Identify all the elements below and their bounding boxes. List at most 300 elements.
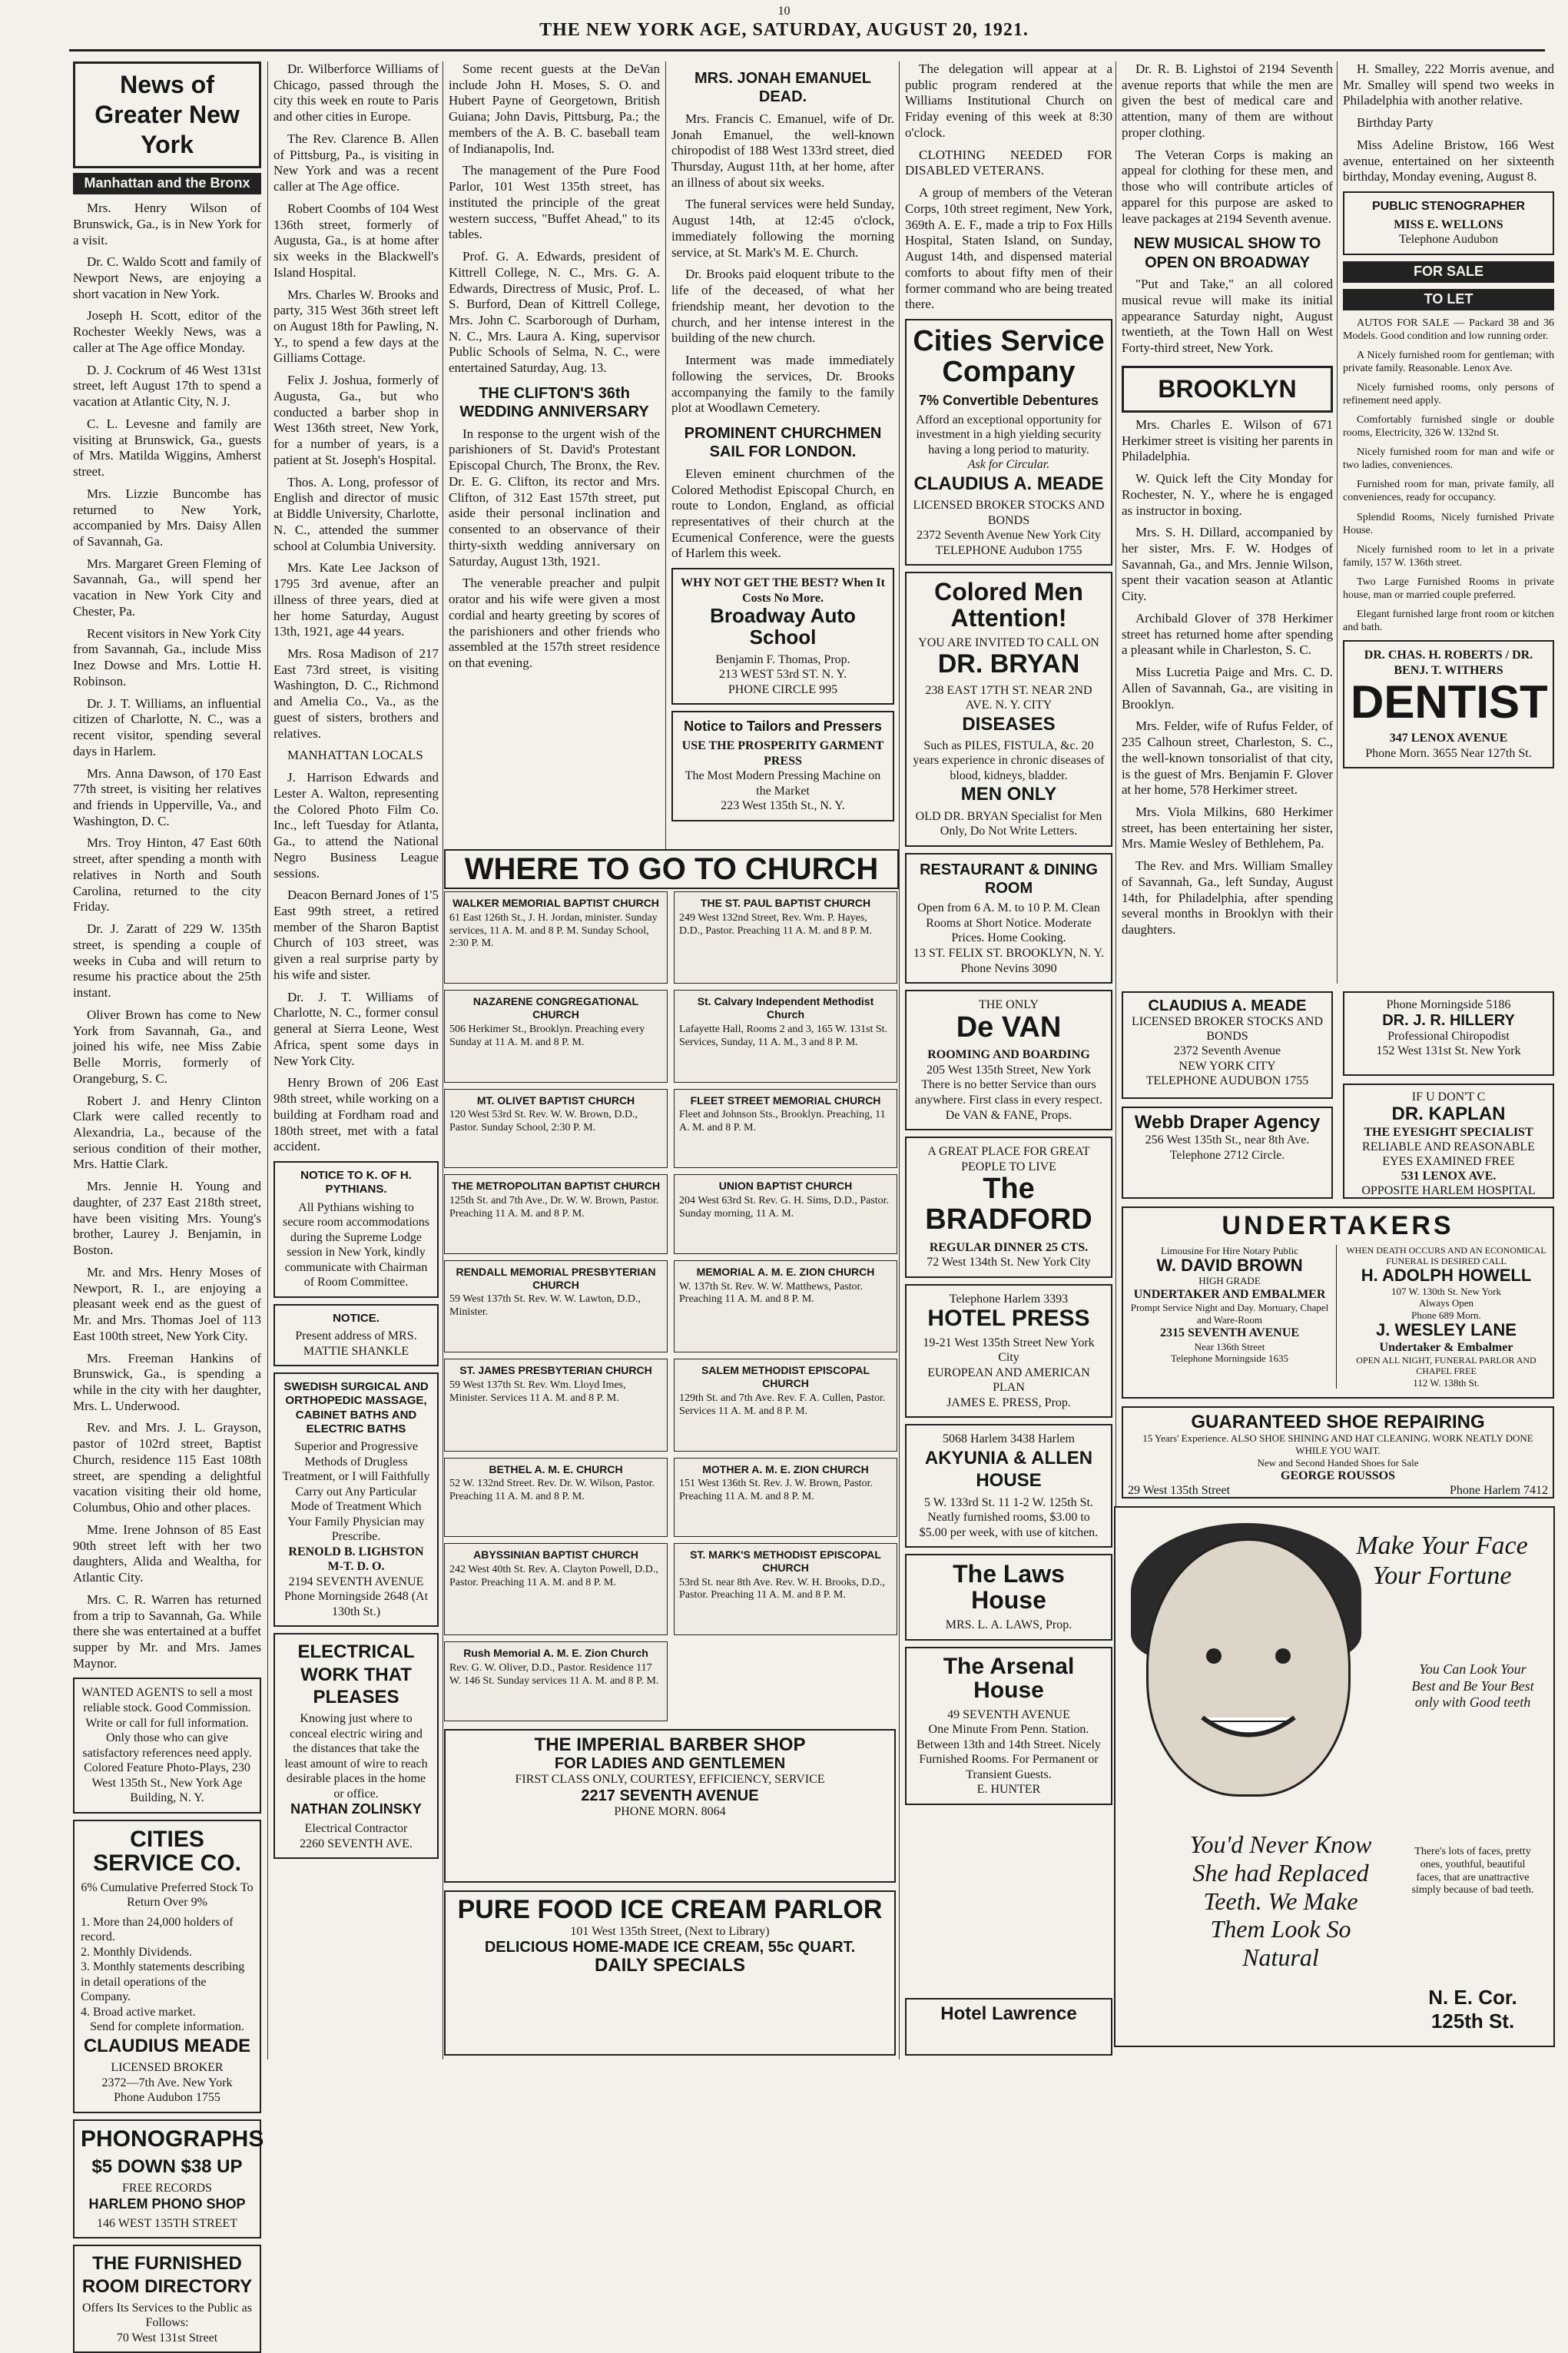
ad-phone: Phone Morningside 2648 (At 130th St.) bbox=[283, 1590, 429, 1618]
shoe-repairing-ad bbox=[1122, 1406, 1554, 1498]
ad-pre: THE ONLY bbox=[979, 998, 1039, 1012]
undertakers-row bbox=[1128, 1245, 1548, 1389]
article-paragraph: Deacon Bernard Jones of 1'5 East 99th street, a retired member of the Sharon Baptist Church of 103 street, was given a real surprise party by his wife and sister. bbox=[273, 888, 439, 982]
church-name: THE ST. PAUL BAPTIST CHURCH bbox=[700, 897, 871, 909]
church-name: ST. MARK'S METHODIST EPISCOPAL CHURCH bbox=[690, 1548, 881, 1574]
ad-title: ELECTRICAL WORK THAT PLEASES bbox=[297, 1641, 415, 1708]
dentist-ad bbox=[1343, 640, 1554, 768]
church-details: 242 West 40th St. Rev. A. Clayton Powell, D.D., Pastor. Preaching 11 A. M. and 8 P. M. bbox=[449, 1563, 658, 1588]
ad-subtitle: 7% Convertible Debentures bbox=[918, 392, 1099, 408]
ad-title: PHONOGRAPHS bbox=[81, 2126, 264, 2152]
ad-name: W. DAVID BROWN bbox=[1156, 1256, 1303, 1276]
article-paragraph: Mrs. Charles W. Brooks and party, 315 West 36th street left on August 18th for Pawling, N. Y., to spend a few days at the Gilliams Cottage. bbox=[273, 287, 439, 366]
ad-phone: PHONE MORN. 8064 bbox=[614, 1804, 726, 1818]
ad-subtitle: Electrical Contractor bbox=[304, 1822, 408, 1836]
ad-pre: Limousine For Hire Notary Public bbox=[1160, 1244, 1299, 1256]
church-listing bbox=[444, 1174, 668, 1254]
ad-phone: Phone Harlem 7412 bbox=[1450, 1484, 1548, 1498]
ad-name: DR. BRYAN bbox=[937, 649, 1080, 679]
wanted-agents-notice bbox=[73, 1678, 261, 1813]
teeth-small-print: There's lots of faces, pretty ones, youthful, beautiful faces, that are unattractive simply because of bad teeth. bbox=[1411, 1846, 1534, 1897]
ad-name: GEORGE ROUSSOS bbox=[1281, 1469, 1395, 1483]
church-listing bbox=[444, 891, 668, 984]
broker-phone: Phone Audubon 1755 bbox=[114, 2091, 220, 2105]
ad-text: FIRST CLASS ONLY, COURTESY, EFFICIENCY, SERVICE bbox=[515, 1773, 825, 1787]
hotel-press-ad bbox=[905, 1284, 1112, 1419]
article-paragraph: Robert J. and Henry Clinton Clark were called recently to Alexandria, La., because of the serious condition of their mother, Mrs. Hattie Clark. bbox=[73, 1093, 261, 1172]
ad-phone: PHONE CIRCLE 995 bbox=[728, 682, 838, 696]
devan-ad bbox=[905, 990, 1112, 1130]
church-details: 204 West 63rd St. Rev. G. H. Sims, D.D., Pastor. Sunday morning, 11 A. M. bbox=[679, 1195, 890, 1220]
broker-address: 2372—7th Ave. New York bbox=[101, 2076, 233, 2089]
ad-text: Prompt Service Night and Day. Mortuary, Chapel and Ware-Room bbox=[1130, 1302, 1329, 1326]
article-paragraph: Miss Lucretia Paige and Mrs. C. D. Allen of Savannah, Ga., are visiting in Brooklyn. bbox=[1122, 665, 1333, 712]
article-paragraph: H. Smalley, 222 Morris avenue, and Mr. Smalley will spend two weeks in Philadelphia with another relative. bbox=[1343, 61, 1554, 108]
broker-title: LICENSED BROKER bbox=[111, 2061, 224, 2075]
column-2 bbox=[273, 61, 439, 2059]
article-paragraph: Mrs. S. H. Dillard, accompanied by her sister, Mrs. F. W. Hodges of Savannah, Ga., and Mrs. Jennie Wilson, spent their vacation season at Atlantic City. bbox=[1122, 525, 1333, 604]
ad-text: Open from 6 A. M. to 10 P. M. Clean Rooms at Short Notice. Moderate Prices. Home Cooking. bbox=[917, 901, 1100, 945]
church-name: UNION BAPTIST CHURCH bbox=[718, 1180, 853, 1193]
section-subtitle: Manhattan and the Bronx bbox=[73, 173, 261, 194]
column-6-articles bbox=[1122, 61, 1333, 227]
ad-subtitle: 15 Years' Experience. ALSO SHOE SHINING AND HAT CLEANING. WORK NEATLY DONE WHILE YOU WAIT. bbox=[1142, 1432, 1533, 1456]
churchmen-headline: PROMINENT CHURCHMEN SAIL FOR LONDON. bbox=[684, 425, 882, 461]
church-details: 151 West 136th St. Rev. J. W. Brown, Pastor. Preaching 11 A. M. and 8 P. M. bbox=[679, 1478, 874, 1503]
churchmen-text: Eleven eminent churchmen of the Colored Methodist Episcopal Church, en route to London, England, as official representatives of their church at the Ecumenical Conference, were the guests of Harlem this week. bbox=[671, 466, 894, 561]
church-listing bbox=[444, 1089, 668, 1169]
arsenal-house-ad bbox=[905, 1647, 1112, 1805]
article-paragraph: Thos. A. Long, professor of English and director of music at Biddle University, Charlotte, N. C., attended the summer school at Columbia University. bbox=[273, 474, 439, 553]
church-listing bbox=[674, 891, 897, 984]
ad-note: OLD DR. BRYAN Specialist for Men Only, Do Not Write Letters. bbox=[915, 809, 1102, 838]
electrical-work-ad bbox=[273, 1633, 439, 1859]
classified-list bbox=[1343, 317, 1554, 635]
church-name: MT. OLIVET BAPTIST CHURCH bbox=[476, 1094, 635, 1107]
article-paragraph: W. Quick left the City Monday for Rochester, N. Y., where he is engaged as instructor in boxing. bbox=[1122, 471, 1333, 518]
akyunia-ad bbox=[905, 1424, 1112, 1548]
ad-address: 70 West 131st Street bbox=[116, 2331, 218, 2345]
article-paragraph: Some recent guests at the DeVan include John H. Moses, S. O. and Hubert Payne of Georgetown, British Guiana; John Davis, Pittsburg, Pa.; the members of the A. B. C. baseball team of Indianapolis, Ind. bbox=[449, 61, 660, 156]
article-paragraph: CLOTHING NEEDED FOR DISABLED VETERANS. bbox=[905, 147, 1112, 178]
ad-title: THE IMPERIAL BARBER SHOP bbox=[534, 1734, 806, 1755]
article-paragraph: Recent visitors in New York City from Savannah, Ga., include Miss Inez Dowse and Mrs. Lottie H. Robinson. bbox=[73, 626, 261, 689]
article-paragraph: Mrs. Jennie H. Young and daughter, of 237 East 218th street, have been visiting Mrs. Young's brother, Laurey J. Benjamin, in Boston. bbox=[73, 1179, 261, 1258]
ad-title: Notice to Tailors and Pressers bbox=[684, 719, 882, 735]
article-paragraph: Henry Brown of 206 East 98th street, while working on a building at Fordham road and 180th street, met with a fatal accident. bbox=[273, 1075, 439, 1154]
church-name: RENDALL MEMORIAL PRESBYTERIAN CHURCH bbox=[456, 1265, 656, 1291]
article-paragraph: MANHATTAN LOCALS bbox=[287, 748, 423, 763]
ad-phone: 5068 Harlem 3438 Harlem bbox=[943, 1432, 1075, 1446]
ad-address: 2217 SEVENTH AVENUE bbox=[581, 1787, 759, 1804]
classified-item: Nicely furnished room to let in a private family, 157 W. 136th street. bbox=[1343, 543, 1554, 569]
ad-address: 5 W. 133rd St. 11 1-2 W. 125th St. bbox=[924, 1495, 1093, 1509]
article-paragraph: Dr. J. T. Williams, an influential citizen of Charlotte, N. C., was a recent visitor, spending several days in Harlem. bbox=[73, 695, 261, 758]
broker-phone: TELEPHONE AUDUBON 1755 bbox=[1145, 1074, 1309, 1087]
article-paragraph: The Veteran Corps is making an appeal for clothing for these men, and those who will contribute articles of apparel for this purpose are asked to leave packages at 2194 Seventh avenue. bbox=[1122, 147, 1333, 226]
ad-subtitle: RELIABLE AND REASONABLE EYES EXAMINED FREE bbox=[1362, 1140, 1535, 1168]
ad-note: OPPOSITE HARLEM HOSPITAL bbox=[1361, 1184, 1536, 1198]
ad-heading: MEN ONLY bbox=[960, 784, 1057, 805]
church-name: FLEET STREET MEMORIAL CHURCH bbox=[690, 1094, 881, 1107]
section-title: News of Greater New York bbox=[73, 61, 261, 168]
article-paragraph: Miss Adeline Bristow, 166 West avenue, entertained on her sixteenth birthday, Monday evening, August 8. bbox=[1343, 137, 1554, 184]
ad-footer bbox=[1128, 1483, 1548, 1498]
ad-near: Near 136th Street bbox=[1194, 1340, 1265, 1352]
teeth-slogan: Make Your Face Your Fortune bbox=[1356, 1532, 1528, 1591]
article-paragraph: Mrs. Margaret Green Fleming of Savannah, Ga., will spend her vacation in New York City and Chester, Pa. bbox=[73, 556, 261, 619]
stenographer-ad bbox=[1343, 191, 1554, 255]
church-listing bbox=[674, 1174, 897, 1254]
article-paragraph: Dr. J. Zaratt of 229 W. 135th street, is spending a couple of weeks in Cuba and will return to resume his practice about the 25th instant. bbox=[73, 921, 261, 1001]
church-details: 120 West 53rd St. Rev. W. W. Brown, D.D., Pastor. Sunday School, 2:30 P. M. bbox=[449, 1109, 638, 1134]
article-paragraph: J. Harrison Edwards and Lester A. Walton, representing the Colored Photo Film Co. Inc., left Tuesday for Atlanta, Ga., to attend the National Negro Business League sessions. bbox=[273, 770, 439, 881]
shop-name: HARLEM PHONO SHOP bbox=[88, 2195, 246, 2212]
musical-show-headline: NEW MUSICAL SHOW TO OPEN ON BROADWAY bbox=[1133, 235, 1321, 271]
imperial-barber-shop-ad bbox=[444, 1729, 896, 1883]
musical-show-text: "Put and Take," an all colored musical revue will make its initial appearance Saturday night, August twentieth, at the Town Hall on West Forty-third street, New York. bbox=[1122, 277, 1333, 356]
article-paragraph: Mme. Irene Johnson of 85 East 90th street left with her two daughters, Alida and Wealtha, for Atlantic City. bbox=[73, 1522, 261, 1585]
section-title: UNDERTAKERS bbox=[1222, 1211, 1454, 1240]
dr-bryan-ad bbox=[905, 572, 1112, 847]
ad-text: Such as PILES, FISTULA, &c. 20 years experience in chronic diseases of blood, kidneys, bladder. bbox=[913, 738, 1105, 782]
classified-item: Two Large Furnished Rooms in private house, man or married couple preferred. bbox=[1343, 576, 1554, 601]
ad-title: THE EYESIGHT SPECIALIST bbox=[1364, 1125, 1533, 1139]
ad-title: Hotel Lawrence bbox=[940, 2003, 1077, 2024]
article-paragraph: Mrs. Troy Hinton, 47 East 60th street, after spending a month with relatives in North and South Carolina, returned to the city Friday. bbox=[73, 835, 261, 914]
church-details: 249 West 132nd Street, Rev. Wm. P. Hayes, D.D., Pastor. Preaching 11 A. M. and 8 P. M. bbox=[679, 911, 873, 937]
ad-name: H. ADOLPH HOWELL bbox=[1361, 1266, 1532, 1286]
ad-address: 2194 SEVENTH AVENUE bbox=[288, 1575, 424, 1588]
ad-title: DENTIST bbox=[1351, 676, 1548, 728]
article-paragraph: Birthday Party bbox=[1357, 115, 1434, 131]
ad-text: Superior and Progressive Methods of Drugless Treatment, or I will Faithfully Carry out Any Particular Mode of Treatment Which Your Family Physician may Prescribe. bbox=[282, 1440, 430, 1544]
broker-address: 2372 Seventh Avenue New York City bbox=[917, 529, 1101, 543]
article-paragraph: The management of the Pure Food Parlor, 101 West 135th street, has instituted the principle of the great western success, "Buffet Ahead," to its tables. bbox=[449, 163, 660, 242]
church-listing bbox=[444, 990, 668, 1082]
laws-house-ad bbox=[905, 1554, 1112, 1641]
article-paragraph: Dr. Wilberforce Williams of Chicago, passed through the city this week en route to Paris and other cities in Europe. bbox=[273, 61, 439, 124]
column-3-articles bbox=[449, 61, 660, 377]
ad-pre: IF U DON'T C bbox=[1411, 1090, 1486, 1103]
article-paragraph: C. L. Levesne and family are visiting at Brunswick, Ga., guests of Mrs. Matilda Wiggins, Amherst street. bbox=[73, 416, 261, 480]
article-paragraph: Mrs. C. R. Warren has returned from a trip to Savannah, Ga. While there she was entertained at a buffet supper by Mr. and Mrs. James Maynor. bbox=[73, 1591, 261, 1671]
broker-name: CLAUDIUS A. MEADE bbox=[913, 473, 1104, 494]
newspaper-dateline: THE NEW YORK AGE, SATURDAY, AUGUST 20, 1921. bbox=[539, 20, 1029, 40]
church-details: 61 East 126th St., J. H. Jordan, minister. Sunday services, 11 A. M. and 8 P. M. Sunday School, 2:30 P. M. bbox=[449, 911, 658, 950]
ad-subtitle: FOR LADIES AND GENTLEMEN bbox=[554, 1755, 786, 1773]
church-name: St. Calvary Independent Methodist Church bbox=[697, 995, 874, 1021]
article-paragraph: Mrs. Felder, wife of Rufus Felder, of 235 Calhoun street, Charleston, S. C., the well-known tonsorialist of that city, is the guest of Mrs. Benjamin F. Glover at her home, 578 Herkimer street. bbox=[1122, 719, 1333, 798]
article-paragraph: Mrs. Anna Dawson, of 170 East 77th street, is visiting her relatives and friends in Upperville, Va., and Washington, D. C. bbox=[73, 765, 261, 828]
ad-address: 107 W. 130th St. New York bbox=[1391, 1285, 1502, 1297]
article-paragraph: A group of members of the Veteran Corps, 10th street regiment, New York, 369th A. E. F., made a trip to Fox Hills Hospital, Staten Island, on Sunday, August 14th, and dispensed material comforts to about fifty men of their former command who are being treated there. bbox=[905, 185, 1112, 312]
ad-name: MISS E. WELLONS bbox=[1394, 217, 1503, 231]
ad-title: The BRADFORD bbox=[925, 1173, 1092, 1236]
ad-proprietor: JAMES E. PRESS, Prop. bbox=[946, 1396, 1071, 1409]
church-name: MOTHER A. M. E. ZION CHURCH bbox=[702, 1462, 869, 1475]
broker-city: NEW YORK CITY bbox=[1178, 1059, 1276, 1073]
ad-text: There is no better Service than ours anywhere. First class in every respect. bbox=[915, 1078, 1102, 1107]
ad-address: 347 LENOX AVENUE bbox=[1389, 732, 1508, 745]
pure-food-ice-cream-ad bbox=[444, 1890, 896, 2056]
article-paragraph: Archibald Glover of 378 Herkimer street has returned home after spending a pleasant while in Charleston, S. C. bbox=[1122, 610, 1333, 658]
ad-phone: Phone Morningside 5186 bbox=[1386, 998, 1511, 1011]
column-5-articles bbox=[905, 61, 1112, 313]
ad-address: 49 SEVENTH AVENUE bbox=[947, 1708, 1070, 1721]
article-paragraph: Prof. G. A. Edwards, president of Kittrell College, N. C., Mrs. G. A. Edwards, Directress of Music, Prof. L. S. Burford, Dean of Kittrell College, Mrs. John C. Scarborough of Durham, N. C., Mrs. Laura A. King, supervisor Public Schools of Selma, N. C., were entertained Saturday, Aug. 13. bbox=[449, 249, 660, 376]
ad-list-item: 4. Broad active market. bbox=[81, 2005, 196, 2019]
article-paragraph: Mrs. Rosa Madison of 217 East 73rd street, is visiting Washington, D. C., Richmond and Amelia Co., Va., as the guest of sisters, brothers and relatives. bbox=[273, 645, 439, 741]
article-paragraph: Rev. and Mrs. J. L. Grayson, pastor of 102rd street, Baptist Church, residence 115 East 108th street, are spending a delightful vacation visiting their old home, Columbus, Ohio and other places. bbox=[73, 1420, 261, 1515]
broker-phone: TELEPHONE Audubon 1755 bbox=[935, 543, 1082, 557]
broker-name: CLAUDIUS A. MEADE bbox=[1148, 997, 1307, 1014]
teeth-slogan-2: You'd Never Know She had Replaced Teeth. We Make Them Look So Natural bbox=[1189, 1830, 1372, 1972]
ad-text: Knowing just where to conceal electric wiring and the distances that take the least amount of wire to reach desirable places in the home or office. bbox=[284, 1712, 428, 1800]
anniversary-headline: THE CLIFTON'S 36th WEDDING ANNIVERSARY bbox=[459, 384, 649, 421]
obituary-headline: MRS. JONAH EMANUEL DEAD. bbox=[694, 70, 871, 106]
article-paragraph: Oliver Brown has come to New York from Savannah, Ga., and joined his wife, nee Miss Zabie Belle Morris, formerly of Orangeburg, S. C. bbox=[73, 1007, 261, 1086]
column-divider bbox=[899, 61, 900, 2059]
ad-subtitle: HIGH GRADE bbox=[1198, 1275, 1261, 1287]
cities-service-ad bbox=[73, 1820, 261, 2113]
broker-title: LICENSED BROKER STOCKS AND BONDS bbox=[913, 499, 1105, 527]
article-paragraph: Joseph H. Scott, editor of the Rochester Weekly News, was a caller at The Age office Monday. bbox=[73, 308, 261, 355]
church-listing bbox=[674, 1543, 897, 1635]
church-details: 53rd St. near 8th Ave. Rev. W. H. Brooks, D.D., Pastor. Preaching 11 A. M. and 8 P. M. bbox=[679, 1576, 885, 1601]
ad-address: 238 EAST 17TH ST. NEAR 2ND AVE. N. Y. CITY bbox=[925, 683, 1092, 712]
undertakers-section bbox=[1122, 1206, 1554, 1399]
church-listing bbox=[674, 1359, 897, 1451]
ad-name: NATHAN ZOLINSKY bbox=[290, 1801, 422, 1817]
church-name: THE METROPOLITAN BAPTIST CHURCH bbox=[451, 1180, 661, 1193]
ad-phone: Telephone 2712 Circle. bbox=[1169, 1148, 1285, 1162]
classified-item: AUTOS FOR SALE — Packard 38 and 36 Models. Good condition and low running order. bbox=[1343, 317, 1554, 342]
ad-subtitle: DELICIOUS HOME-MADE ICE CREAM, 55c QUART. bbox=[484, 1938, 856, 1956]
ad-name: Broadway Auto School bbox=[710, 604, 856, 649]
ad-list-item: 3. Monthly statements describing in detail operations of the Company. bbox=[81, 1960, 245, 2004]
church-details: W. 137th St. Rev. W. W. Matthews, Pastor. Preaching 11 A. M. and 8 P. M. bbox=[679, 1280, 863, 1306]
ad-text: One Minute From Penn. Station. Between 13th and 14th Street. Nicely Furnished Rooms. For Permanent or Transient Guests. bbox=[917, 1723, 1101, 1781]
ad-title: Webb Draper Agency bbox=[1134, 1112, 1321, 1133]
ad-address: 112 W. 138th St. bbox=[1413, 1376, 1480, 1389]
article-paragraph: The venerable preacher and pulpit orator and his wife were given a most cordial and hearty greeting by scores of the parishioners and other friends who assembled at the 157th street residence on that evening. bbox=[449, 576, 660, 671]
for-sale-heading: FOR SALE bbox=[1343, 261, 1554, 283]
ad-phone: Phone Nevins 3090 bbox=[960, 961, 1057, 975]
howell-lane-ads bbox=[1344, 1245, 1548, 1389]
column-5 bbox=[905, 61, 1112, 2059]
ad-phone: Telephone Morningside 1635 bbox=[1171, 1352, 1288, 1365]
classified-item: Comfortably furnished single or double rooms, Electricity, 326 W. 132nd St. bbox=[1343, 414, 1554, 440]
ad-line: FREE RECORDS bbox=[122, 2182, 212, 2195]
ad-name: J. WESLEY LANE bbox=[1376, 1320, 1517, 1340]
church-listing bbox=[444, 1641, 668, 1721]
article-paragraph: Mrs. Kate Lee Jackson of 1795 3rd avenue, after an illness of three years, died at her home Saturday, August 13th, 1921, age 44 years. bbox=[273, 560, 439, 639]
masthead bbox=[0, 0, 1568, 54]
ad-address: 2260 SEVENTH AVE. bbox=[300, 1837, 413, 1850]
ad-items bbox=[81, 1915, 254, 2020]
church-listing bbox=[444, 1543, 668, 1635]
notice-text: All Pythians wishing to secure room accommodations during the Supreme Lodge session in New York, kindly communicate with Chairman of Room Committee. bbox=[282, 1200, 430, 1289]
church-details: 129th St. and 7th Ave. Rev. F. A. Cullen, Pastor. Services 11 A. M. and 8 P. M. bbox=[679, 1392, 886, 1417]
obituary-article bbox=[671, 111, 894, 417]
shankle-notice bbox=[273, 1304, 439, 1366]
teeth-ad-address: N. E. Cor. 125th St. bbox=[1428, 1986, 1517, 2033]
brooklyn-articles bbox=[1122, 417, 1333, 938]
notice-title: NOTICE TO K. OF H. PYTHIANS. bbox=[300, 1169, 412, 1196]
garment-press-ad bbox=[671, 711, 894, 821]
where-to-go-to-church-banner: WHERE TO GO TO CHURCH bbox=[444, 849, 899, 889]
ad-pre: WHEN DEATH OCCURS AND AN ECONOMICAL FUNERAL IS DESIRED CALL bbox=[1346, 1244, 1546, 1267]
classified-item: Splendid Rooms, Nicely furnished Private House. bbox=[1343, 511, 1554, 536]
ad-address: 72 West 134th St. New York City bbox=[927, 1256, 1091, 1269]
article-paragraph: Dr. J. T. Williams of Charlotte, N. C., former consul general at Sierra Leone, West Africa, spent some days in New York City. bbox=[273, 989, 439, 1068]
ad-title: UNDERTAKER AND EMBALMER bbox=[1133, 1288, 1326, 1302]
ad-phone: Phone 689 Morn. bbox=[1411, 1309, 1481, 1321]
ad-title: PUBLIC STENOGRAPHER bbox=[1371, 200, 1526, 214]
church-name: ABYSSINIAN BAPTIST CHURCH bbox=[473, 1548, 638, 1561]
ad-title: The Laws House bbox=[953, 1560, 1065, 1614]
ad-phone: Telephone Audubon bbox=[1398, 233, 1499, 247]
article-paragraph: Dr. R. B. Lighstoi of 2194 Seventh avenue reports that while the men are given the best of medical care and attention, many of them are without proper clothing. bbox=[1122, 61, 1333, 140]
article-paragraph: Interment was made immediately following the services, Dr. Brooks accompanying the family to the family plot at Woodlawn Cemetery. bbox=[671, 353, 894, 416]
church-details: 59 West 137th St. Rev. W. W. Lawton, D.D., Minister. bbox=[449, 1293, 641, 1319]
broker-title: LICENSED BROKER STOCKS AND BONDS bbox=[1131, 1015, 1324, 1044]
ad-note: Always Open bbox=[1418, 1297, 1474, 1309]
shop-address: 146 WEST 135TH STREET bbox=[97, 2216, 237, 2230]
ad-pre: A GREAT PLACE FOR GREAT PEOPLE TO LIVE bbox=[927, 1145, 1090, 1173]
ad-text: Neatly furnished rooms, $3.00 to $5.00 per week, with use of kitchen. bbox=[919, 1511, 1099, 1539]
ad-title: Colored Men Attention! bbox=[934, 578, 1083, 632]
column-divider bbox=[1337, 61, 1338, 984]
article-paragraph: Mrs. Freeman Hankins of Brunswick, Ga., is spending a while in the city with her daughter, Mrs. L. Underwood. bbox=[73, 1350, 261, 1413]
ad-title: PURE FOOD ICE CREAM PARLOR bbox=[457, 1895, 883, 1924]
article-paragraph: Mr. and Mrs. Henry Moses of Newport, R. I., are enjoying a pleasant week end as the guest of Mr. and Mrs. Thomas Joel of 113 East 100th street, New York City. bbox=[73, 1264, 261, 1343]
church-listing bbox=[444, 1359, 668, 1451]
column-1 bbox=[73, 61, 264, 2345]
ad-price: $5 DOWN $38 UP bbox=[91, 2156, 243, 2178]
ad-cta: Send for complete information. bbox=[90, 2020, 244, 2034]
column-7-articles bbox=[1343, 61, 1554, 185]
ad-proprietor: E. HUNTER bbox=[976, 1783, 1041, 1797]
ad-phone: Phone Morn. 3655 Near 127th St. bbox=[1365, 746, 1532, 760]
article-paragraph: Mrs. Henry Wilson of Brunswick, Ga., is in New York for a visit. bbox=[73, 201, 261, 247]
ad-address: 213 WEST 53rd ST. N. Y. bbox=[718, 668, 847, 682]
church-listing bbox=[444, 1458, 668, 1538]
notice-text: Present address of MRS. MATTIE SHANKLE bbox=[295, 1329, 417, 1358]
church-listing bbox=[444, 1260, 668, 1352]
ad-special: DAILY SPECIALS bbox=[594, 1954, 746, 1976]
ad-title: SWEDISH SURGICAL AND ORTHOPEDIC MASSAGE, CABINET BATHS AND ELECTRIC BATHS bbox=[283, 1380, 429, 1435]
notice-text: WANTED AGENTS to sell a most reliable stock. Good Commission. Write or call for full information. Only those who can give satisfactory references need apply. Colored Feature Photo-Plays, 230 West 135th St., New York Age Building, N. Y. bbox=[81, 1686, 253, 1805]
article-paragraph: Mrs. Lizzie Buncombe has returned to New York, accompanied by Mrs. Daisy Allen of Savannah, Ga. bbox=[73, 486, 261, 549]
ad-title: CITIES SERVICE CO. bbox=[93, 1826, 241, 1877]
column-4 bbox=[671, 61, 894, 872]
ad-text: Afford an exceptional opportunity for investment in a high yielding security having a long period to maturity. bbox=[916, 413, 1102, 456]
ad-subtitle: MRS. L. A. LAWS, Prop. bbox=[945, 1618, 1072, 1632]
church-details: Rev. G. W. Oliver, D.D., Pastor. Residence 117 W. 146 St. Sunday services 11 A. M. and 8 P. M. bbox=[449, 1662, 659, 1688]
article-paragraph: D. J. Cockrum of 46 West 131st street, left August 17th to spend a vacation at Atlantic City, N. J. bbox=[73, 362, 261, 410]
ad-proprietor: De VAN & FANE, Props. bbox=[945, 1108, 1072, 1122]
ad-title: Professional Chiropodist bbox=[1387, 1030, 1510, 1044]
brooklyn-title: BROOKLYN bbox=[1122, 366, 1333, 413]
ad-title: RESTAURANT & DINING ROOM bbox=[920, 861, 1098, 898]
restaurant-ad bbox=[905, 853, 1112, 984]
to-let-heading: TO LET bbox=[1343, 289, 1554, 310]
church-details: 59 West 137th St. Rev. Wm. Lloyd Imes, Minister. Services 11 A. M. and 8 P. M. bbox=[449, 1379, 626, 1404]
portrait-features bbox=[1149, 1541, 1348, 1794]
ad-proprietor: Benjamin F. Thomas, Prop. bbox=[715, 652, 850, 666]
article-paragraph: Dr. Brooks paid eloquent tribute to the life of the deceased, of what her friendship meant, her devotion to the church, and her intense interest in the building of the new church. bbox=[671, 267, 894, 346]
church-name: Rush Memorial A. M. E. Zion Church bbox=[463, 1647, 648, 1660]
webb-draper-agency-ad bbox=[1122, 1107, 1333, 1199]
portrait-face-icon bbox=[1146, 1538, 1351, 1797]
anniversary-article bbox=[449, 426, 660, 672]
church-details: Fleet and Johnson Sts., Brooklyn. Preaching, 11 A. M. and 8 P. M. bbox=[679, 1109, 886, 1134]
teeth-side-slogan: You Can Look Your Best and Be Your Best only with Good teeth bbox=[1411, 1661, 1534, 1711]
ad-cta: Ask for Circular. bbox=[967, 458, 1050, 472]
ad-address: 223 West 135th St., N. Y. bbox=[721, 799, 845, 813]
column-divider bbox=[267, 61, 268, 2059]
ad-title: WHY NOT GET THE BEST? When It Costs No More. bbox=[681, 576, 885, 605]
church-listing bbox=[674, 1260, 897, 1352]
article-paragraph: Mrs. Charles E. Wilson of 671 Herkimer street is visiting her parents in Philadelphia. bbox=[1122, 417, 1333, 464]
column-1-articles bbox=[73, 201, 261, 1671]
classified-item: Elegant furnished large front room or kitchen and bath. bbox=[1343, 609, 1554, 634]
church-name: MEMORIAL A. M. E. ZION CHURCH bbox=[696, 1265, 875, 1278]
ad-name: DR. KAPLAN bbox=[1391, 1103, 1506, 1125]
ad-address: 2315 SEVENTH AVENUE bbox=[1159, 1326, 1300, 1340]
ad-address: 205 West 135th Street, New York bbox=[927, 1063, 1091, 1077]
church-name: WALKER MEMORIAL BAPTIST CHURCH bbox=[452, 897, 659, 909]
ad-subtitle-2: New and Second Handed Shoes for Sale bbox=[1257, 1456, 1419, 1469]
ad-address: 19-21 West 135th Street New York City bbox=[923, 1336, 1095, 1365]
cities-service-debentures-ad bbox=[905, 319, 1112, 566]
article-paragraph: Mrs. Viola Milkins, 680 Herkimer street, has been entertaining her sister, Mrs. Mamie Wesley of Bethlehem, Pa. bbox=[1122, 804, 1333, 851]
teeth-ad bbox=[1114, 1506, 1555, 2047]
ad-subtitle: EUROPEAN AND AMERICAN PLAN bbox=[927, 1366, 1090, 1395]
church-name: ST. JAMES PRESBYTERIAN CHURCH bbox=[459, 1364, 652, 1377]
masthead-rule bbox=[69, 49, 1545, 51]
broker-address: 2372 Seventh Avenue bbox=[1173, 1044, 1281, 1058]
article-paragraph: The Rev. Clarence B. Allen of Pittsburg, Pa., is visiting in New York and was a recent caller at The Age office. bbox=[273, 131, 439, 194]
church-listing bbox=[674, 1458, 897, 1538]
brown-undertaker-ad bbox=[1128, 1245, 1337, 1389]
swedish-massage-ad bbox=[273, 1372, 439, 1627]
ad-subtitle: YOU ARE INVITED TO CALL ON bbox=[918, 636, 1099, 650]
ad-name: DR. J. R. HILLERY bbox=[1382, 1012, 1515, 1030]
church-directory bbox=[444, 891, 897, 1721]
ad-address: 101 West 135th Street, (Next to Library) bbox=[570, 1924, 770, 1938]
ad-title: GUARANTEED SHOE REPAIRING bbox=[1191, 1412, 1485, 1432]
phonograph-ad bbox=[73, 2119, 264, 2239]
ad-title: The Arsenal House bbox=[943, 1653, 1075, 1704]
column-7 bbox=[1343, 61, 1554, 984]
hotel-lawrence-ad bbox=[905, 1998, 1112, 2056]
page-number: 10 bbox=[777, 5, 791, 18]
ad-title: Undertaker & Embalmer bbox=[1379, 1340, 1513, 1354]
ad-subtitle: ROOMING AND BOARDING bbox=[927, 1048, 1090, 1062]
pythians-notice bbox=[273, 1161, 439, 1298]
ad-list-item: 1. More than 24,000 holders of record. bbox=[81, 1915, 234, 1944]
ad-title: THE FURNISHED ROOM DIRECTORY bbox=[81, 2253, 253, 2297]
article-paragraph: Robert Coombs of 104 West 136th street, formerly of Augusta, Ga., is at home after six weeks in the Blackwell's Island Hospital. bbox=[273, 201, 439, 280]
ad-subtitle: OPEN ALL NIGHT, FUNERAL PARLOR AND CHAPEL FREE bbox=[1356, 1354, 1537, 1377]
ad-subtitle: Offers Its Services to the Public as Follows: bbox=[82, 2301, 252, 2330]
ad-name: RENOLD B. LIGHSTON M-T. D. O. bbox=[288, 1545, 424, 1574]
ad-list-item: 2. Monthly Dividends. bbox=[81, 1945, 192, 1959]
article-paragraph: The delegation will appear at a public program rendered at the Williams Institutional Church on Friday evening of this week at 8:30 o'clock. bbox=[905, 61, 1112, 140]
